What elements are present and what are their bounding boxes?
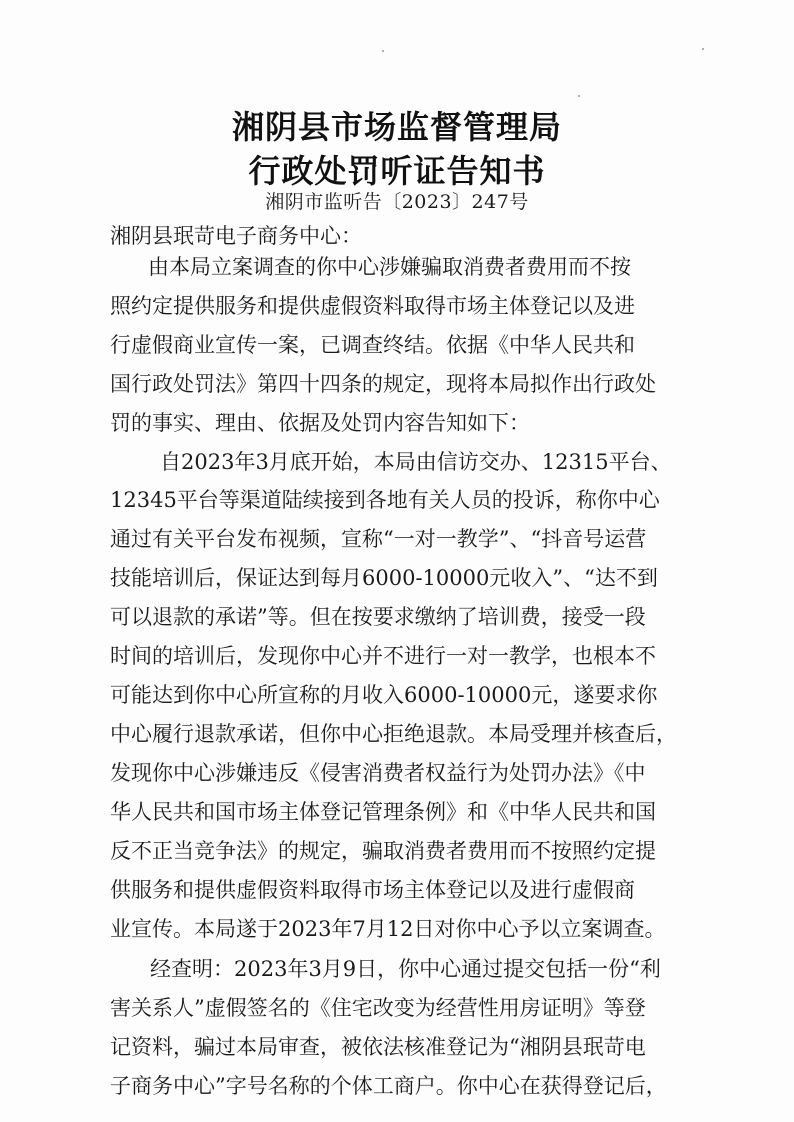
body-line: 业宣传。本局遂于2023年7月12日对你中心予以立案调查。 [110,917,666,941]
body-line: 时间的培训后，发现你中心并不进行一对一教学，也根本不 [110,644,656,668]
body-line: 经查明：2023年3月9日，你中心通过提交包括一份“利 [150,957,661,981]
body-line: 可以退款的承诺”等。但在按要求缴纳了培训费，接受一段 [110,605,646,629]
body-line: 照约定提供服务和提供虚假资料取得市场主体登记以及进 [110,294,635,318]
document-title-line-2: 行政处罚听证告知书 [248,152,546,190]
scan-speck [702,48,704,50]
body-line: 12345平台等渠道陆续接到各地有关人员的投诉，称你中心 [110,488,660,512]
body-line: 自2023年3月底开始，本局由信访交办、12315平台、 [160,450,672,474]
body-line: 供服务和提供虚假资料取得市场主体登记以及进行虚假商 [110,878,635,902]
body-line: 技能培训后，保证达到每月6000-10000元收入”、“达不到 [110,566,658,590]
document-number: 湘阴市监听告〔2023〕247号 [265,191,529,213]
body-line: 由本局立案调查的你中心涉嫌骗取消费者费用而不按 [148,255,631,279]
body-line: 华人民共和国市场主体登记管理条例》和《中华人民共和国 [110,800,656,824]
body-line: 罚的事实、理由、依据及处罚内容告知如下： [110,411,530,435]
body-line: 行虚假商业宣传一案，已调查终结。依据《中华人民共和 [110,333,635,357]
document-title-line-1: 湘阴县市场监督管理局 [231,108,562,146]
body-line: 可能达到你中心所宣称的月收入6000-10000元，遂要求你 [110,683,658,707]
body-line: 反不正当竞争法》的规定，骗取消费者费用而不按照约定提 [110,839,656,863]
body-line: 发现你中心涉嫌违反《侵害消费者权益行为处罚办法》《中 [110,761,646,785]
body-line: 国行政处罚法》第四十四条的规定，现将本局拟作出行政处 [110,372,656,396]
body-line: 子商务中心”字号名称的个体工商户。你中心在获得登记后， [110,1074,667,1098]
body-line: 害关系人”虚假签名的《住宅改变为经营性用房证明》等登 [110,996,646,1020]
addressee: 湘阴县珉苛电子商务中心： [110,224,362,248]
body-line: 记资料，骗过本局审查，被依法核准登记为“湘阴县珉苛电 [110,1035,646,1059]
body-line: 通过有关平台发布视频，宣称“一对一教学”、“抖音号运营 [110,527,647,551]
scan-speck [578,95,580,97]
scan-speck [382,50,384,52]
body-line: 中心履行退款承诺，但你中心拒绝退款。本局受理并核查后， [110,722,677,746]
